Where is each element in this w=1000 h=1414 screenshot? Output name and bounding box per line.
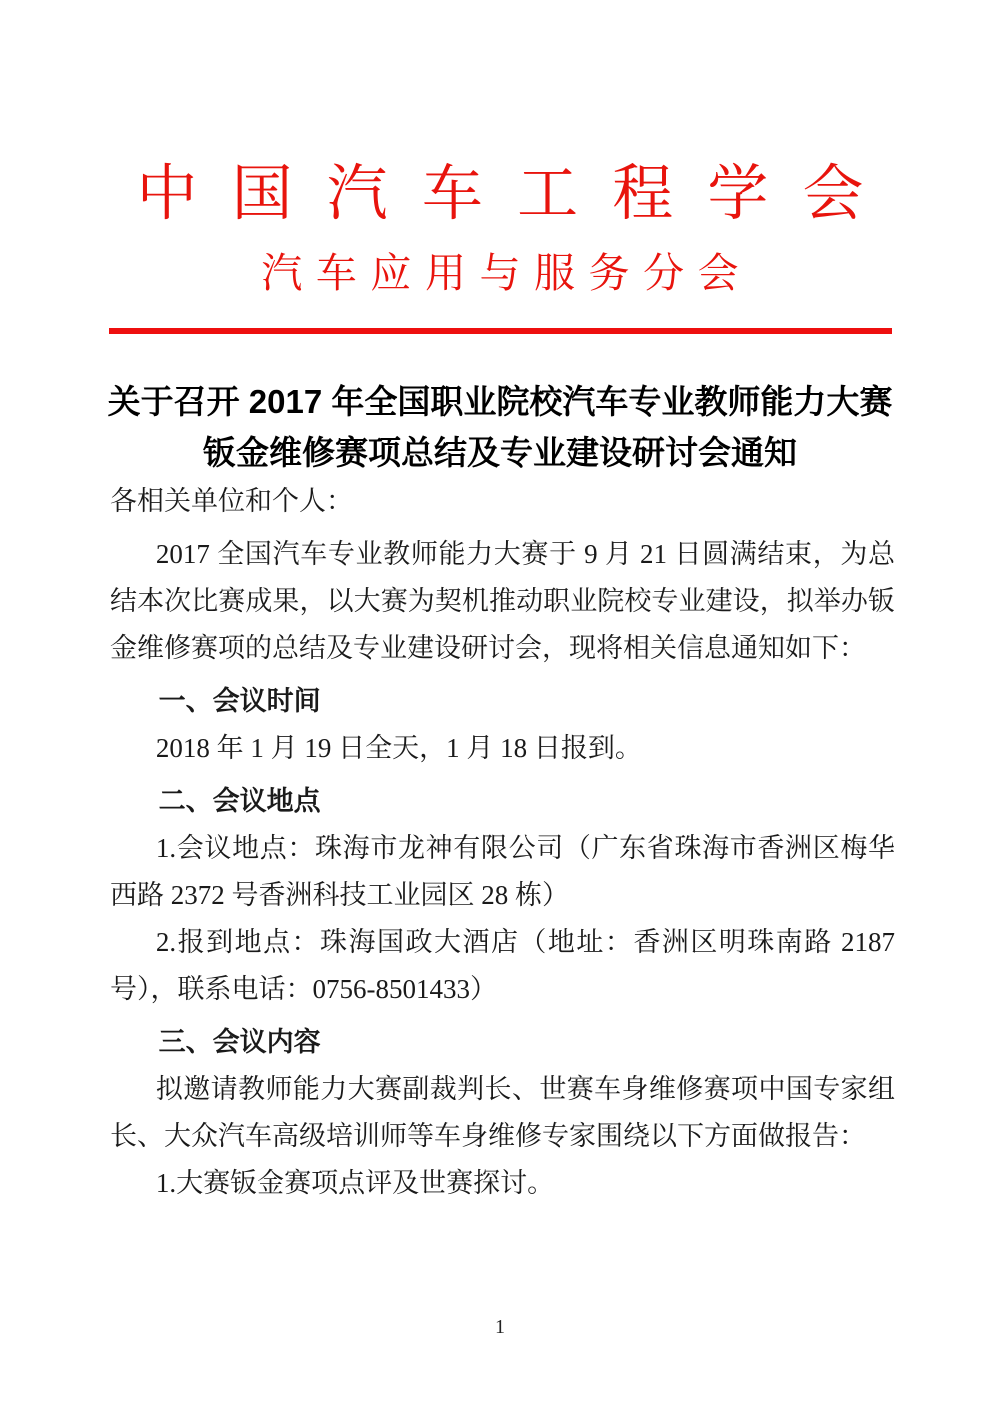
- document-title-line2: 钣金维修赛项总结及专业建设研讨会通知: [203, 434, 797, 471]
- letterhead-divider: [109, 328, 892, 334]
- salutation: 各相关单位和个人：: [110, 486, 353, 516]
- document-title-line1: 关于召开 2017 年全国职业院校汽车专业教师能力大赛: [107, 383, 893, 420]
- section-paragraph: 2.报到地点：珠海国政大酒店（地址：香洲区明珠南路 2187 号），联系电话：0756-8501433）: [110, 927, 895, 1004]
- section-paragraph: 拟邀请教师能力大赛副裁判长、世赛车身维修赛项中国专家组长、大众汽车高级培训师等车身维修专家围绕以下方面做报告：: [110, 1074, 895, 1151]
- section-paragraph: 2018 年 1 月 19 日全天，1 月 18 日报到。: [155, 733, 642, 763]
- document-body: [0, 478, 1000, 1207]
- organization-name: 中国汽车工程学会: [136, 161, 898, 228]
- body-sections: [110, 678, 895, 1207]
- section-heading: 二、会议地点: [158, 786, 321, 816]
- page-number: 1: [495, 1316, 505, 1338]
- section-heading: 三、会议内容: [158, 1027, 321, 1057]
- letterhead: [0, 0, 1000, 334]
- document-title: [0, 376, 1000, 478]
- branch-name: 汽车应用与服务分会: [261, 250, 753, 296]
- section-heading: 一、会议时间: [158, 686, 321, 716]
- section-paragraph: 1.大赛钣金赛项点评及世赛探讨。: [155, 1168, 555, 1198]
- intro-paragraph: 2017 全国汽车专业教师能力大赛于 9 月 21 日圆满结束，为总结本次比赛成果，以大赛为契机推动职业院校专业建设，拟举办钣金维修赛项的总结及专业建设研讨会，现将相关信息通知如下：: [110, 539, 895, 663]
- section-paragraph: 1.会议地点：珠海市龙神有限公司（广东省珠海市香洲区梅华西路 2372 号香洲科技工业园区 28 栋）: [110, 833, 895, 910]
